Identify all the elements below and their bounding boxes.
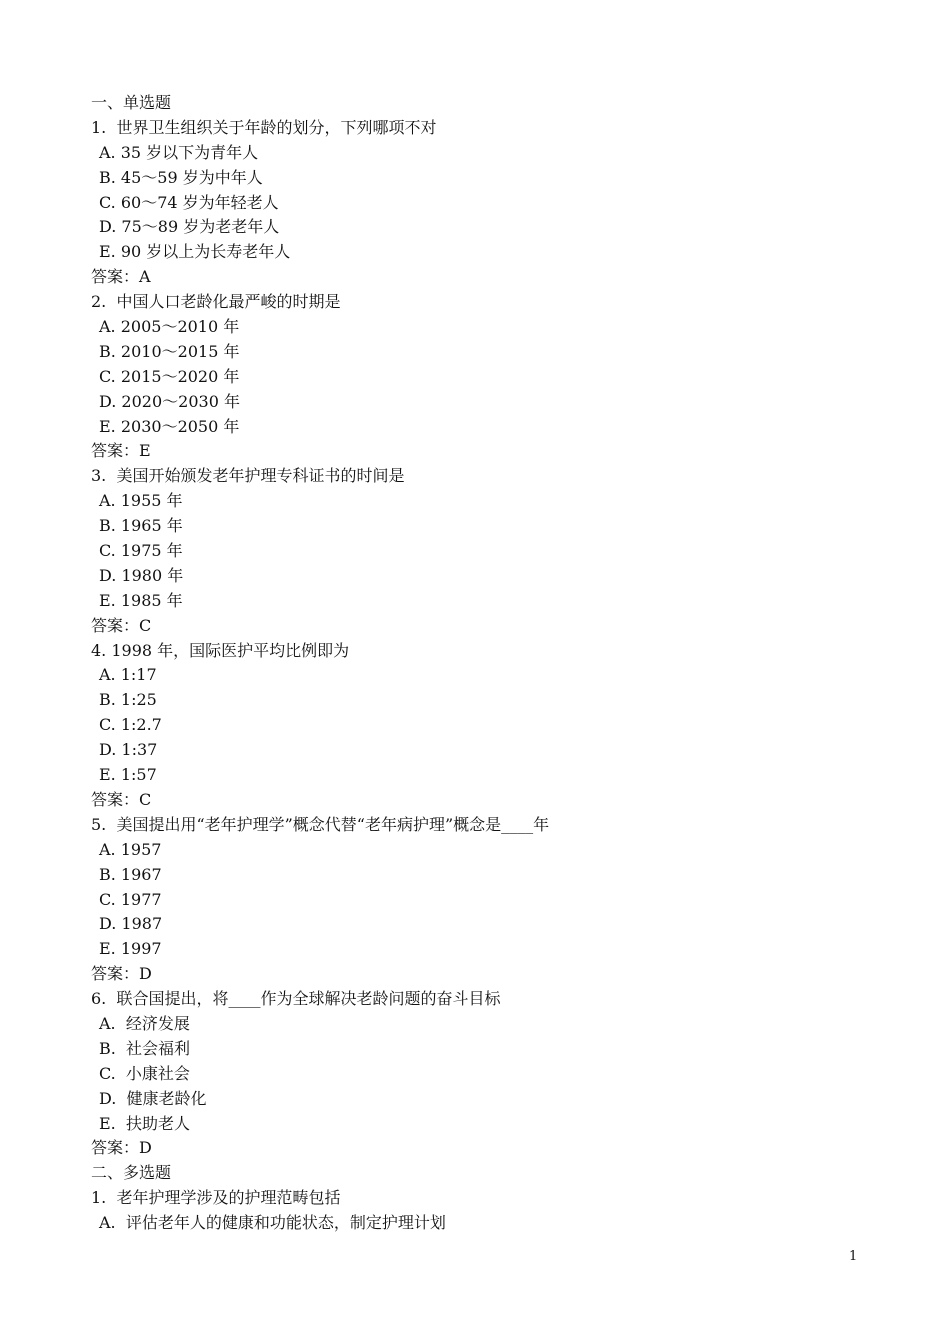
answer-option: E. 1985 年 <box>99 590 183 610</box>
question-text: 2. 中国人口老龄化最严峻的时期是 <box>91 292 341 312</box>
section-heading: 一、单选题 <box>91 93 172 112</box>
answer-option: A. 1955 年 <box>99 491 183 511</box>
answer-key: 答案：E <box>91 441 151 461</box>
answer-option: B. 1:25 <box>99 690 157 710</box>
answer-option: C. 1975 年 <box>99 541 183 561</box>
question-text: 1. 老年护理学涉及的护理范畴包括 <box>91 1188 341 1208</box>
answer-option: C. 小康社会 <box>99 1063 190 1083</box>
question-text: 1. 世界卫生组织关于年龄的划分，下列哪项不对 <box>91 117 437 137</box>
answer-option: B. 45～59 岁为中年人 <box>99 167 263 187</box>
answer-option: B. 2010～2015 年 <box>99 341 240 361</box>
question-text: 3. 美国开始颁发老年护理专科证书的时间是 <box>91 466 405 486</box>
page-number: 1 <box>849 1249 858 1264</box>
answer-option: A. 评估老年人的健康和功能状态，制定护理计划 <box>99 1213 446 1233</box>
answer-option: E. 1:57 <box>99 765 157 785</box>
document-body <box>91 91 871 1236</box>
answer-option: C. 1977 <box>99 889 162 909</box>
answer-option: B. 1967 <box>99 864 162 884</box>
answer-option: D. 1:37 <box>99 740 158 760</box>
section-heading: 二、多选题 <box>91 1163 172 1183</box>
answer-option: D. 2020～2030 年 <box>99 391 240 411</box>
answer-option: D. 75～89 岁为老老年人 <box>99 217 280 237</box>
answer-option: E. 1997 <box>99 939 162 959</box>
answer-option: E. 扶助老人 <box>99 1113 190 1133</box>
question-text: 5. 美国提出用“老年护理学”概念代替“老年病护理”概念是____年 <box>91 814 550 834</box>
answer-option: B. 1965 年 <box>99 516 183 536</box>
answer-key: 答案：A <box>91 267 151 287</box>
question-text: 4. 1998 年，国际医护平均比例即为 <box>91 640 350 660</box>
answer-option: C. 2015～2020 年 <box>99 366 240 386</box>
answer-option: C. 1:2.7 <box>99 715 162 735</box>
answer-option: E. 90 岁以上为长寿老年人 <box>99 242 291 262</box>
answer-option: D. 1980 年 <box>99 565 184 585</box>
answer-option: C. 60～74 岁为年轻老人 <box>99 192 279 212</box>
answer-option: B. 社会福利 <box>99 1038 191 1058</box>
answer-key: 答案：C <box>91 615 152 635</box>
question-text: 6. 联合国提出，将____作为全球解决老龄问题的奋斗目标 <box>91 989 501 1009</box>
answer-key: 答案：D <box>91 964 152 984</box>
answer-option: A. 1957 <box>99 839 162 859</box>
answer-option: A. 2005～2010 年 <box>99 317 240 337</box>
answer-option: A. 35 岁以下为青年人 <box>99 142 259 162</box>
answer-option: D. 健康老龄化 <box>99 1088 207 1108</box>
answer-option: E. 2030～2050 年 <box>99 416 240 436</box>
answer-option: A. 1:17 <box>99 665 157 685</box>
answer-option: A. 经济发展 <box>99 1013 190 1033</box>
answer-key: 答案：D <box>91 1138 152 1158</box>
answer-key: 答案：C <box>91 789 152 809</box>
answer-option: D. 1987 <box>99 914 163 934</box>
